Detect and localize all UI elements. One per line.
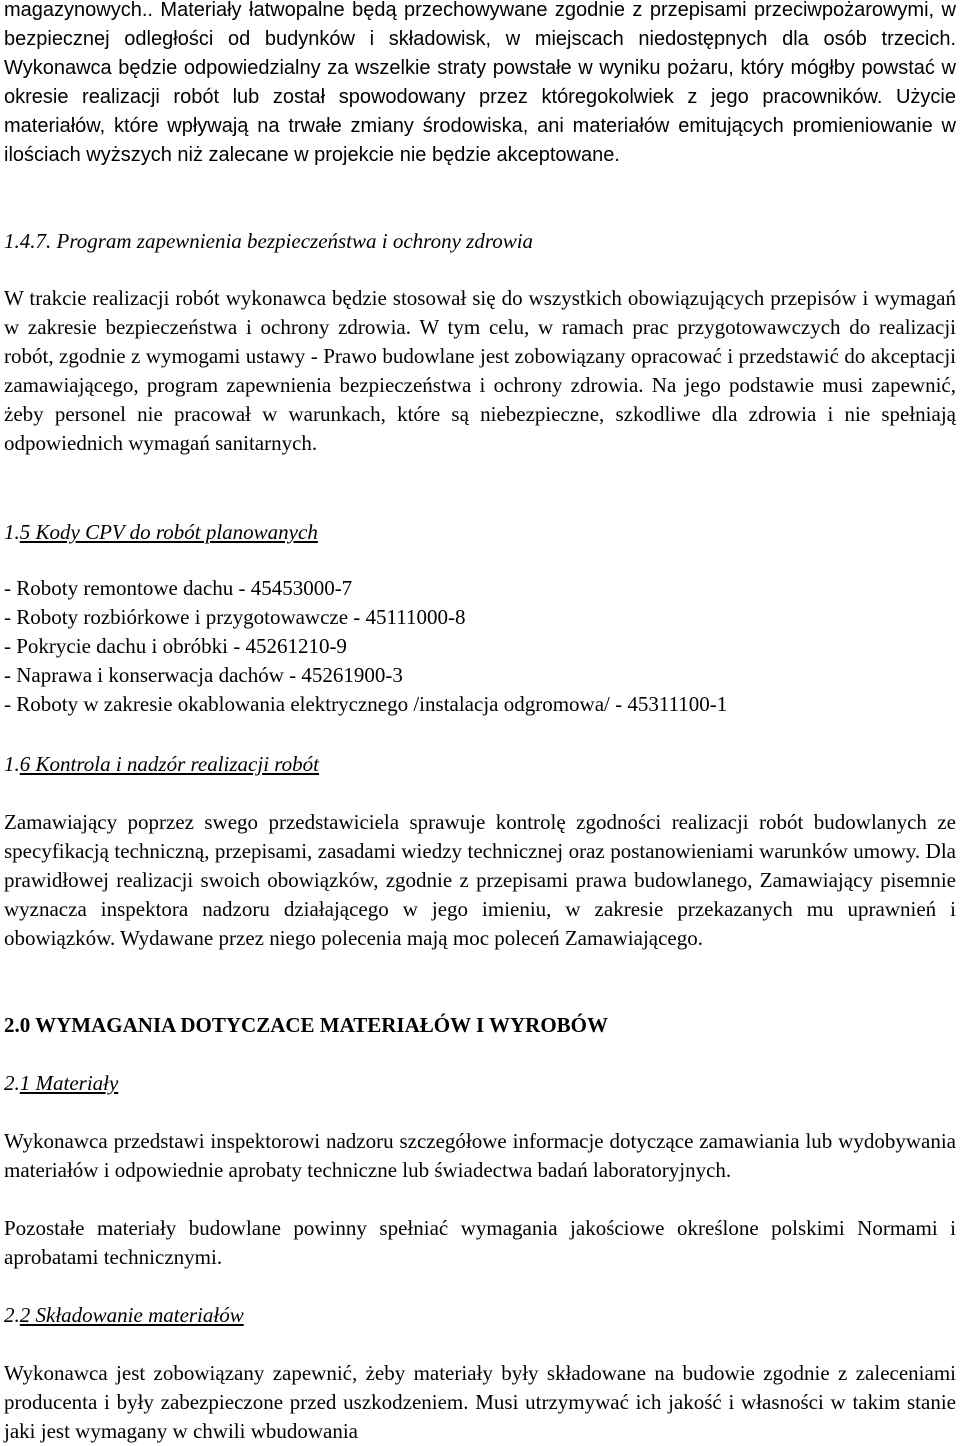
section-2-1-paragraph-2: Pozostałe materiały budowlane powinny spełniać wymagania jakościowe określone polskimi Normami i aprobatami technicznymi. [4, 1216, 956, 1269]
section-1-5-title: 5 Kody CPV do robót planowanych [19, 520, 318, 544]
list-item: - Roboty remontowe dachu - 45453000-7 [4, 576, 353, 600]
paragraph-text-part-b: Użycie materiałów, które wpływają na trwałe zmiany środowiska, ani materiałów emitujących promieniowanie w ilościach wyższych niż zalecane w projekcie nie będzie akceptowane. [4, 86, 956, 166]
section-1-5-number: 1. [4, 520, 20, 544]
section-1-6-heading [4, 750, 956, 779]
storage-fire-paragraph [4, 0, 956, 170]
section-1-6-paragraph: Zamawiający poprzez swego przedstawiciela sprawuje kontrolę zgodności realizacji robót budowlanych ze specyfikacją techniczną, przepisami, zasadami wiedzy technicznej oraz postanowieniami warunków umowy. Dla prawidłowej realizacji swoich obowiązków, zgodnie z przepisami prawa budowlanego, Zamawiający pisemnie wyznacza inspektora nadzoru działającego w jego imieniu, w zakresie przekazanych mu uprawnień i obowiązków. Wydawane przez niego polecenia mają moc poleceń Zamawiającego. [4, 810, 956, 950]
list-item: - Naprawa i konserwacja dachów - 45261900-3 [4, 663, 403, 687]
section-1-4-7-heading: 1.4.7. Program zapewnienia bezpieczeństwa i ochrony zdrowia [4, 229, 534, 253]
section-1-6-number: 1. [4, 752, 20, 776]
list-item: - Roboty w zakresie okablowania elektrycznego /instalacja odgromowa/ - 45311100-1 [4, 692, 728, 716]
section-2-2-paragraph: Wykonawca jest zobowiązany zapewnić, żeby materiały były składowane na budowie zgodnie z zaleceniami producenta i były zabezpieczone przed uszkodzeniem. Musi utrzymywać ich jakość i własności w takim stanie jaki jest wymagany w chwili wbudowania [4, 1361, 956, 1443]
list-item: - Pokrycie dachu i obróbki - 45261210-9 [4, 634, 347, 658]
paragraph-text-part-a: magazynowych.. Materiały łatwopalne będą przechowywane zgodnie z przepisami przeciwpożarowymi, w bezpiecznej odległości od budynków i składowisk, w miejscach niedostępnych dla osób trzecich. Wykonawca będzie odpowiedzialny za wszelkie straty powstałe w wyniku pożaru, który mógłby powstać w okresie realizacji robót lub został spowodowany przez któregokolwiek z jego pracowników. [4, 0, 956, 108]
list-item: - Roboty rozbiórkowe i przygotowawcze - 45111000-8 [4, 605, 466, 629]
section-2-2-title: 2 Składowanie materiałów [19, 1303, 244, 1327]
cpv-code-list [4, 574, 956, 719]
section-2-1-number: 2. [4, 1071, 20, 1095]
section-2-1-title: 1 Materiały [19, 1071, 119, 1095]
section-1-5-heading [4, 518, 956, 547]
section-2-2-heading [4, 1301, 956, 1330]
section-2-2-number: 2. [4, 1303, 20, 1327]
section-1-4-7-paragraph: W trakcie realizacji robót wykonawca będzie stosował się do wszystkich obowiązujących przepisów i wymagań w zakresie bezpieczeństwa i ochrony zdrowia. W tym celu, w ramach prac przygotowawczych do realizacji robót, zgodnie z wymogami ustawy - Prawo budowlane jest zobowiązany opracować i przedstawić do akceptacji zamawiającego, program zapewnienia bezpieczeństwa i ochrony zdrowia. Na jego podstawie musi zapewnić, żeby personel nie pracował w warunkach, które są niebezpieczne, szkodliwe dla zdrowia i nie spełniają odpowiednich wymagań sanitarnych. [4, 286, 956, 455]
section-2-0-heading: 2.0 WYMAGANIA DOTYCZACE MATERIAŁÓW I WYROBÓW [4, 1013, 609, 1037]
section-2-1-heading [4, 1069, 956, 1098]
section-1-6-title: 6 Kontrola i nadzór realizacji robót [19, 752, 320, 776]
section-2-1-paragraph-1: Wykonawca przedstawi inspektorowi nadzoru szczegółowe informacje dotyczące zamawiania lub wydobywania materiałów i odpowiednie aprobaty techniczne lub świadectwa badań laboratoryjnych. [4, 1129, 956, 1182]
